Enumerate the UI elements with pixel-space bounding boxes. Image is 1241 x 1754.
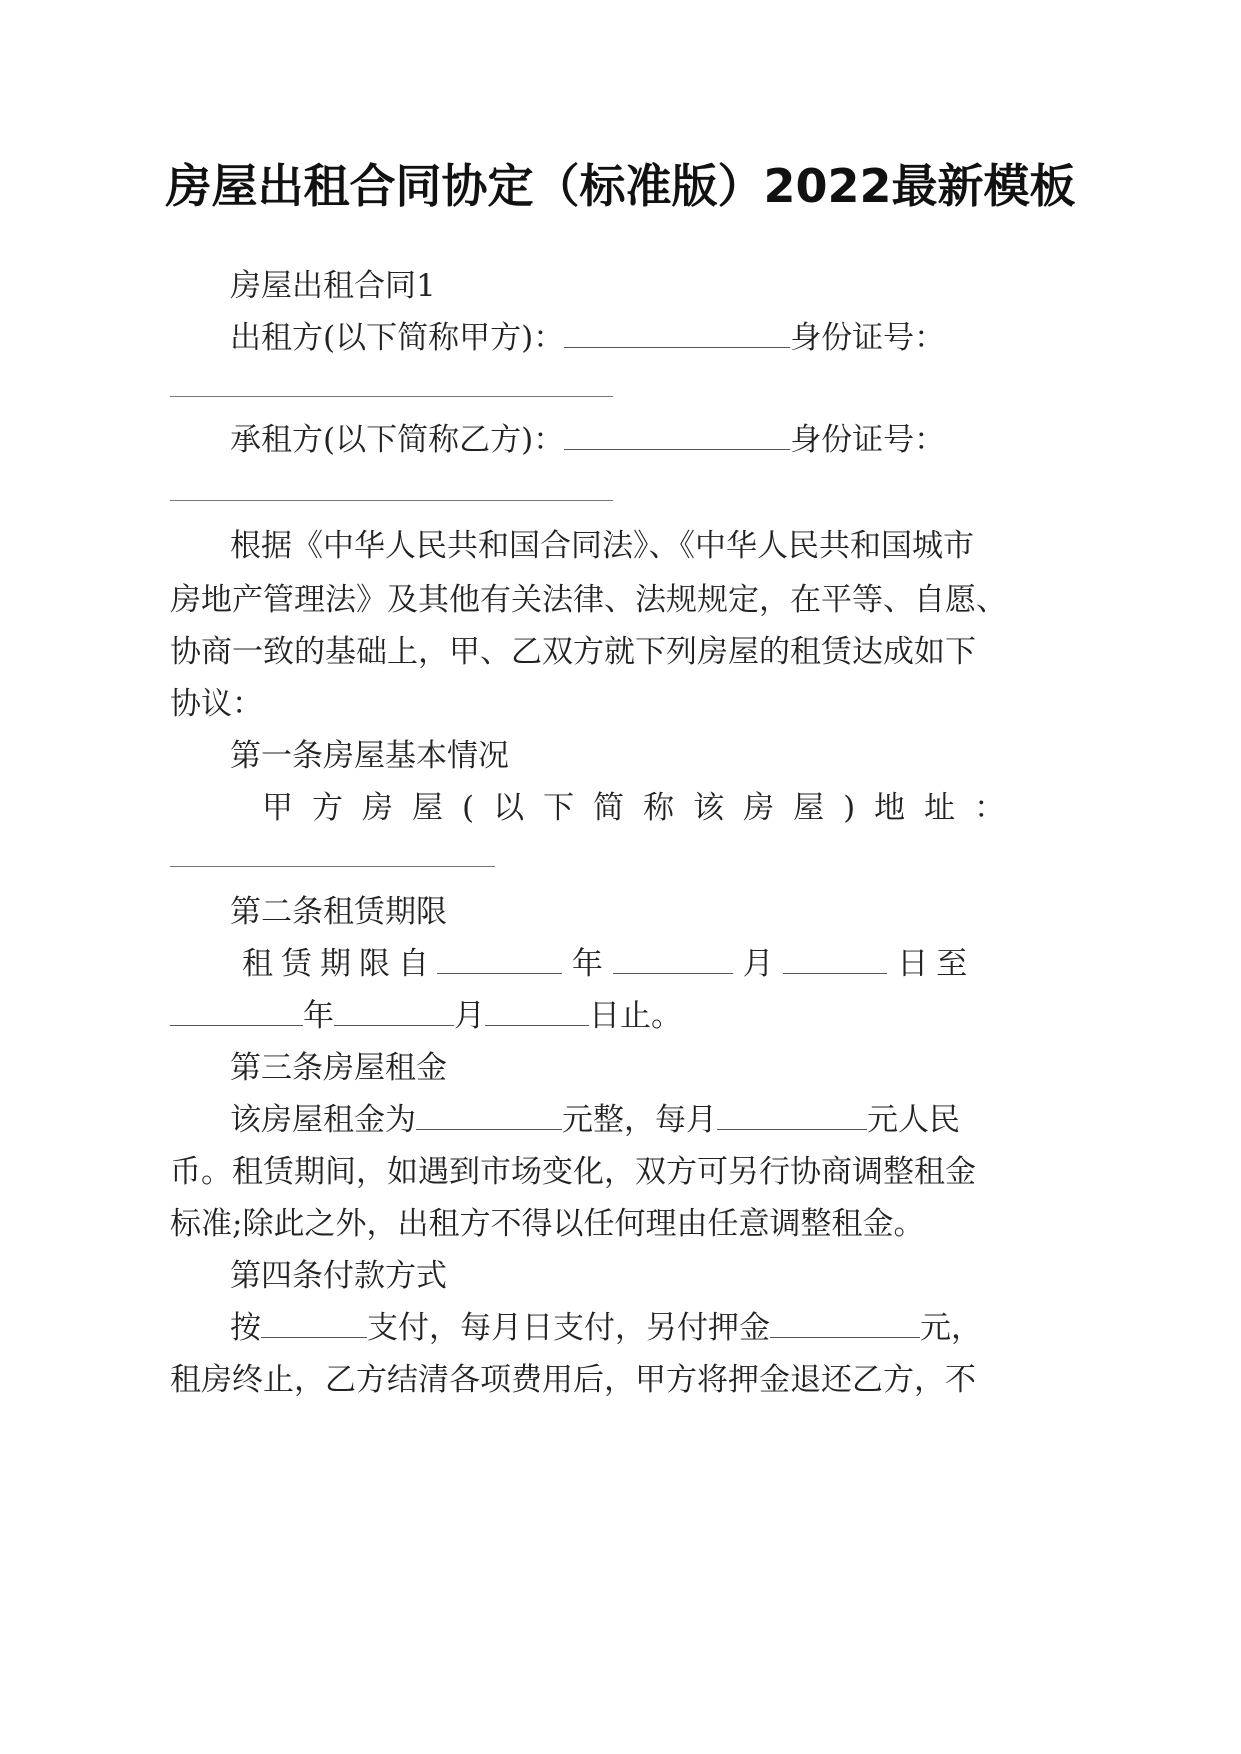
month2-label: 月 bbox=[454, 998, 485, 1034]
month-label: 月 bbox=[742, 946, 774, 982]
end-year-blank bbox=[170, 997, 303, 1026]
lessee-id-label: 身份证号： bbox=[790, 422, 946, 458]
article-2-heading: 第二条租赁期限 bbox=[230, 894, 447, 930]
preamble-line-4: 协议： bbox=[170, 686, 263, 722]
preamble-line-1: 根据《中华人民共和国合同法》、《中华人民共和国城市 bbox=[230, 528, 974, 564]
lessee-line bbox=[230, 420, 945, 460]
day-end-label: 日止。 bbox=[589, 998, 682, 1034]
day-to-label: 日至 bbox=[897, 946, 976, 982]
rent-monthly-blank bbox=[717, 1101, 867, 1130]
article-1-address-label: 甲方房屋(以下简称该房屋)地址： bbox=[262, 790, 1025, 826]
lessee-id-blank bbox=[170, 500, 613, 501]
payment-by-label: 按 bbox=[230, 1310, 261, 1346]
contract-heading: 房屋出租合同1 bbox=[230, 268, 436, 304]
start-year-blank bbox=[437, 945, 562, 974]
payment-method-blank bbox=[261, 1309, 367, 1338]
payment-line-2: 租房终止，乙方结清各项费用后，甲方将押金退还乙方，不 bbox=[170, 1362, 976, 1398]
lessee-name-blank bbox=[564, 421, 790, 450]
rent-line-3: 标准;除此之外，出租方不得以任何理由任意调整租金。 bbox=[170, 1206, 925, 1242]
deposit-blank bbox=[770, 1309, 920, 1338]
rent-currency-label: 元人民 bbox=[867, 1102, 960, 1138]
preamble-line-3: 协商一致的基础上，甲、乙双方就下列房屋的租赁达成如下 bbox=[170, 634, 976, 670]
deposit-unit-label: 元， bbox=[920, 1310, 982, 1346]
lessor-line bbox=[230, 318, 945, 358]
payment-deposit-label: 支付，每月日支付，另付押金 bbox=[367, 1310, 770, 1346]
article-1-heading: 第一条房屋基本情况 bbox=[230, 738, 509, 774]
start-month-blank bbox=[613, 945, 733, 974]
document-title: 房屋出租合同协定（标准版）2022最新模板 bbox=[165, 159, 1076, 213]
lease-term-line-2 bbox=[170, 996, 682, 1036]
lessor-id-label: 身份证号： bbox=[790, 320, 946, 356]
end-day-blank bbox=[485, 997, 589, 1026]
lessor-name-blank bbox=[564, 319, 790, 348]
lessee-label: 承租方(以下简称乙方)： bbox=[230, 422, 565, 458]
year2-label: 年 bbox=[303, 998, 334, 1034]
article-3-heading: 第三条房屋租金 bbox=[230, 1050, 447, 1086]
rent-line-2: 币。租赁期间，如遇到市场变化，双方可另行协商调整租金 bbox=[170, 1154, 976, 1190]
end-month-blank bbox=[334, 997, 454, 1026]
rent-line-1 bbox=[230, 1100, 960, 1140]
address-blank bbox=[170, 866, 495, 867]
rent-monthly-label: 元整，每月 bbox=[562, 1102, 717, 1138]
rent-total-blank bbox=[416, 1101, 562, 1130]
rent-label: 该房屋租金为 bbox=[230, 1102, 416, 1138]
payment-line-1 bbox=[230, 1308, 982, 1348]
start-day-blank bbox=[783, 945, 887, 974]
year-label: 年 bbox=[571, 946, 603, 982]
article-4-heading: 第四条付款方式 bbox=[230, 1258, 447, 1294]
lease-term-from: 租赁期限自 bbox=[242, 946, 437, 982]
lease-term-line-1 bbox=[242, 944, 975, 984]
lessor-id-blank bbox=[170, 396, 613, 397]
preamble-line-2: 房地产管理法》及其他有关法律、法规规定，在平等、自愿、 bbox=[170, 582, 1007, 618]
lessor-label: 出租方(以下简称甲方)： bbox=[230, 320, 565, 356]
